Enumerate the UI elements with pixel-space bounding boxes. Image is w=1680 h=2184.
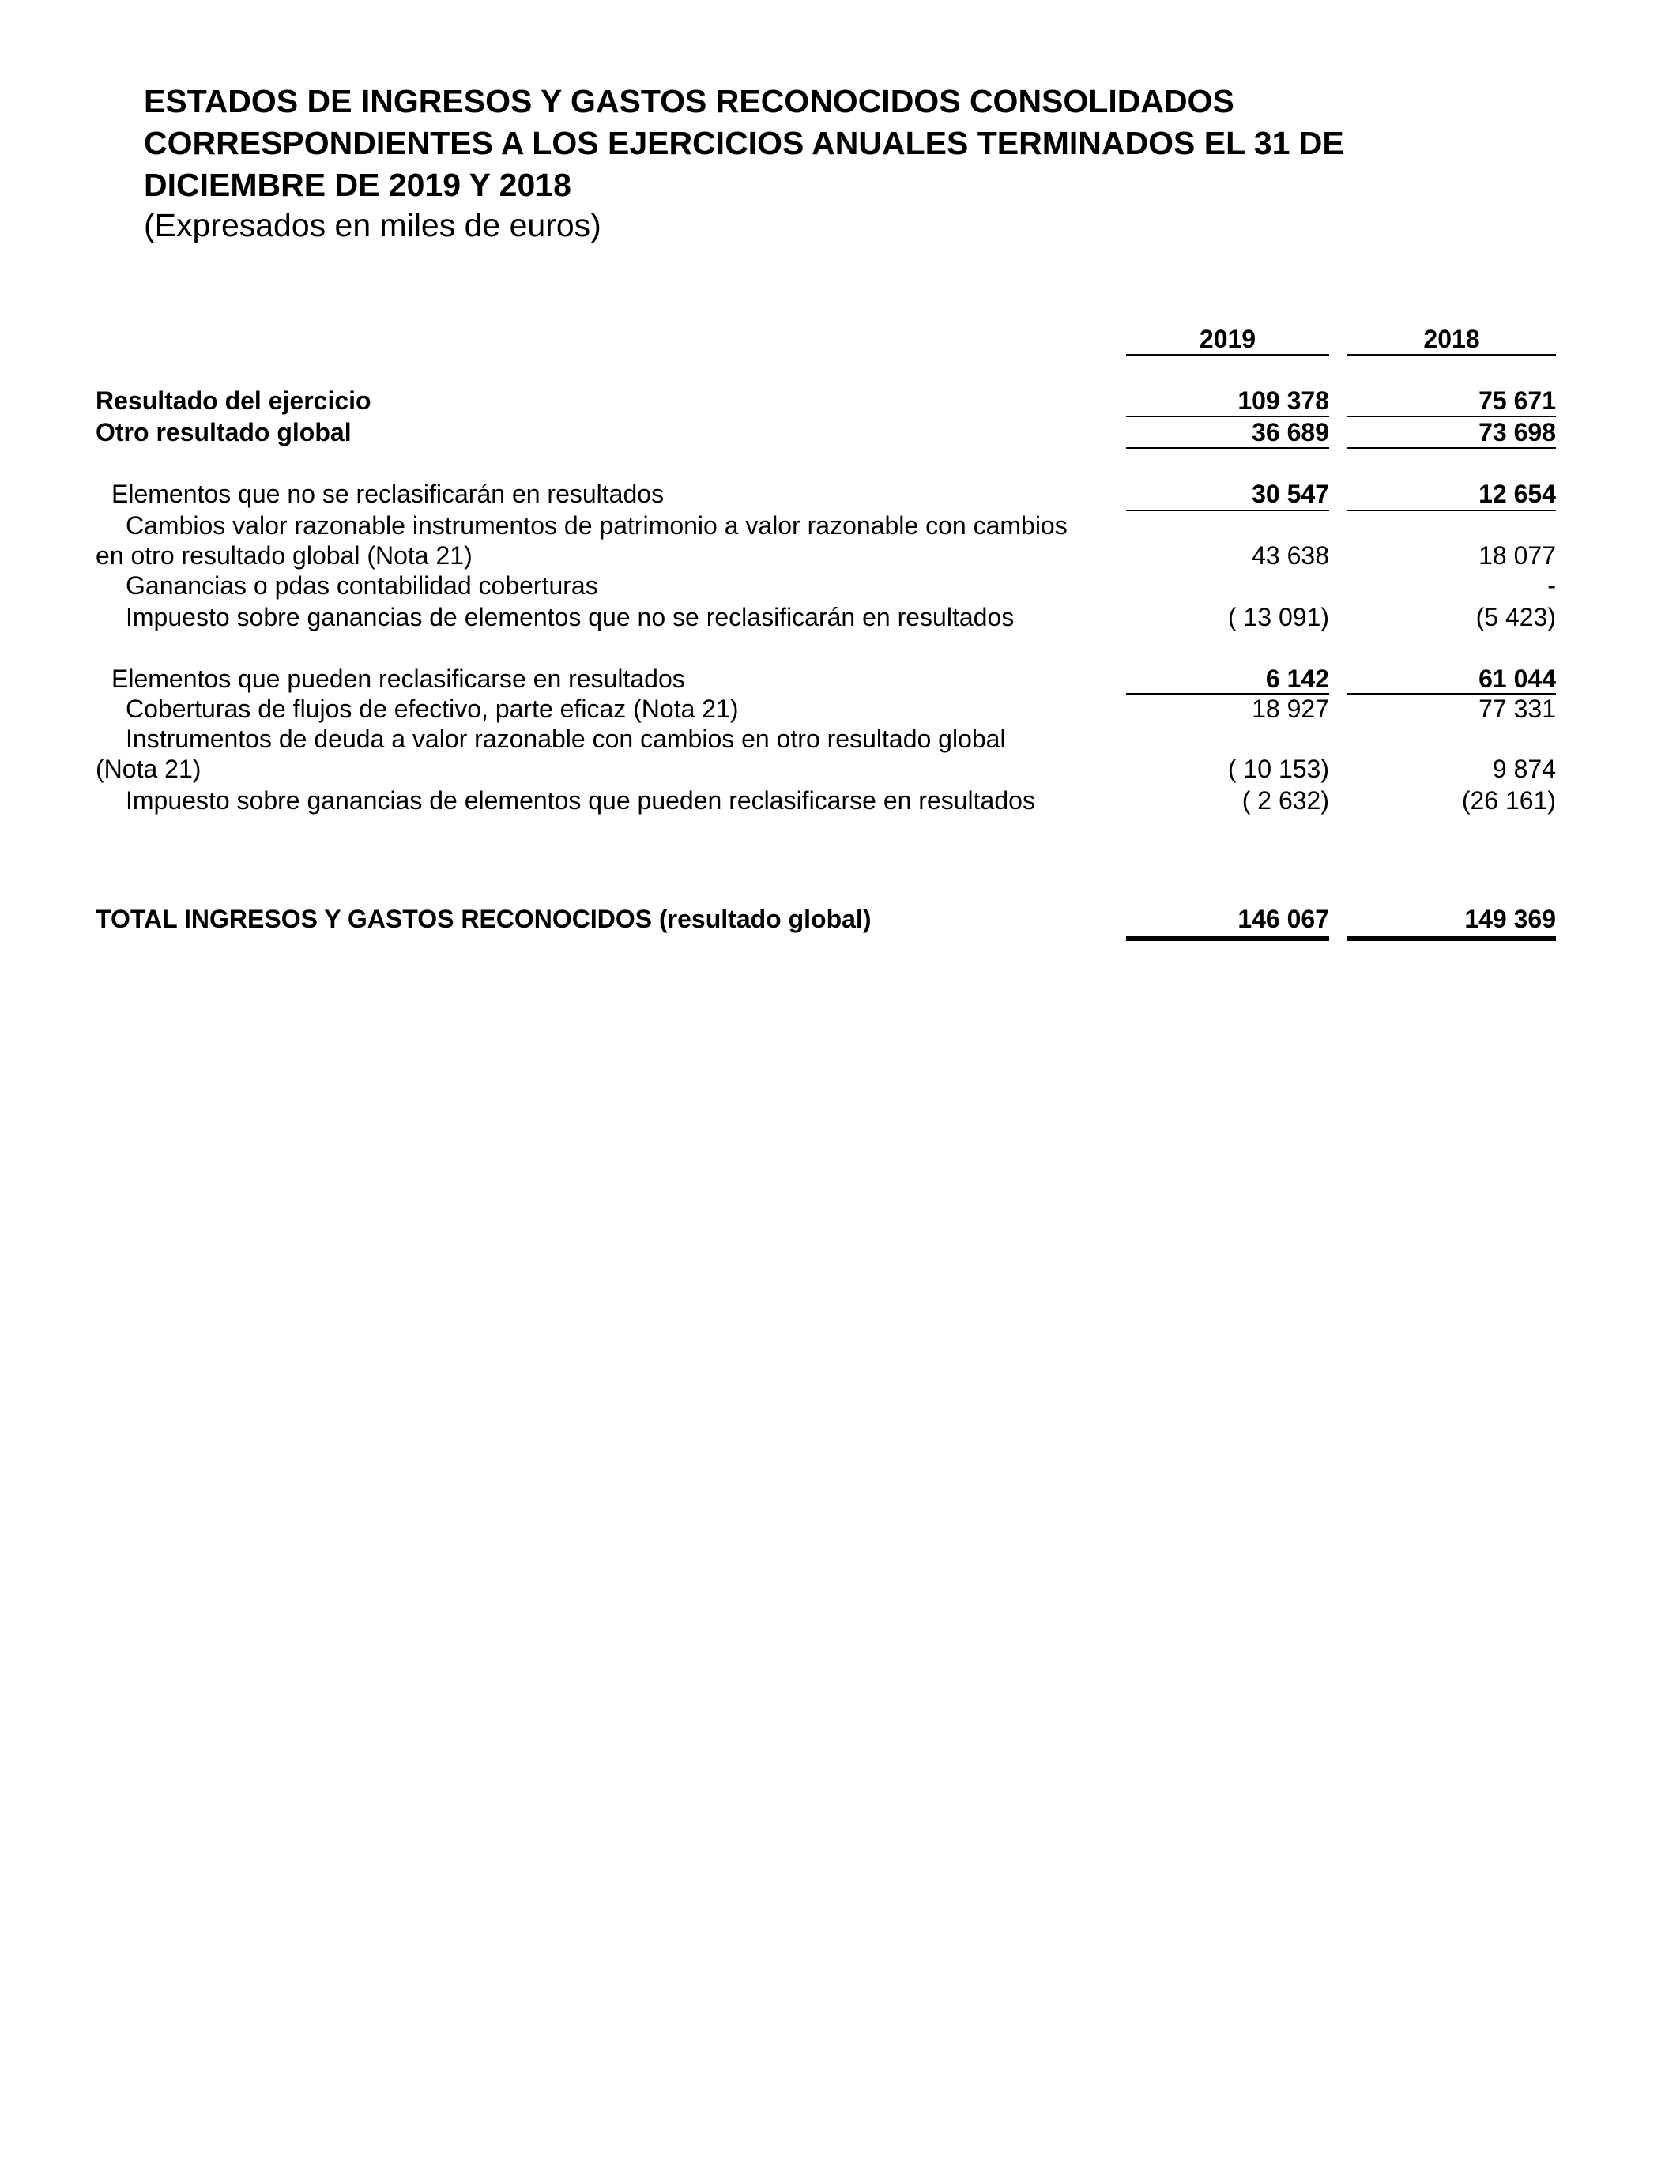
value-2018: (5 423) [1475,603,1556,631]
row-label: TOTAL INGRESOS Y GASTOS RECONOCIDOS (resultado global) [96,905,872,933]
table-row [96,785,1556,817]
document-title: ESTADOS DE INGRESOS Y GASTOS RECONOCIDOS CONSOLIDADOS CORRESPONDIENTES A LOS EJERCICIOS ANUALES TERMINADOS EL 31 DE DICIEMBRE DE 2019 Y 2018 [144,83,1344,203]
table-row-total [96,904,1556,936]
value-2019: 109 378 [1237,386,1329,415]
table-row [96,417,1556,449]
column-2019: 2019 [1199,325,1256,353]
table-row [96,694,1556,725]
table-row [96,510,1556,542]
value-2018: 77 331 [1478,695,1556,723]
value-2019: 6 142 [1265,665,1329,693]
row-label-line2: (Nota 21) [96,755,202,783]
row-label: Ganancias o pdas contabilidad coberturas [126,571,598,600]
document-subtitle: (Expresados en miles de euros) [144,207,601,243]
table-row [96,602,1556,634]
value-2019: 18 927 [1252,695,1329,723]
row-label-line1: Instrumentos de deuda a valor razonable con cambios en otro resultado global [126,725,1006,753]
row-label: Elementos que pueden reclasificarse en resultados [111,665,685,693]
row-label: Elementos que no se reclasificarán en resultados [111,480,665,508]
value-2018: 18 077 [1478,541,1556,570]
row-label: Impuesto sobre ganancias de elementos que pueden reclasificarse en resultados [126,786,1035,815]
column-header-row [96,324,1556,356]
double-rule [1126,936,1329,941]
value-2018: 75 671 [1478,386,1556,415]
row-label-line1: Cambios valor razonable instrumentos de patrimonio a valor razonable con cambios [126,511,1068,540]
table-row [96,724,1556,755]
value-2018: (26 161) [1461,786,1556,815]
value-2018: 73 698 [1478,418,1556,446]
row-label-line2: en otro resultado global (Nota 21) [96,541,473,570]
header-rule-2019 [1126,354,1329,356]
rule [1347,447,1556,449]
value-2018: 9 874 [1492,755,1556,783]
value-2019: 146 067 [1237,905,1329,933]
value-2019: ( 2 632) [1241,786,1329,815]
value-2018: 12 654 [1478,480,1556,508]
value-2018: - [1547,571,1556,600]
table-row [96,754,1556,785]
row-label: Coberturas de flujos de efectivo, parte eficaz (Nota 21) [126,695,739,723]
column-2018: 2018 [1423,325,1480,353]
value-2019: 43 638 [1252,541,1329,570]
row-label: Otro resultado global [96,418,352,446]
table-row [96,386,1556,417]
value-2019: ( 10 153) [1227,755,1329,783]
row-label: Resultado del ejercicio [96,386,371,415]
value-2018: 149 369 [1464,905,1556,933]
table-row [96,664,1556,695]
table-row [96,540,1556,572]
double-rule [1347,936,1556,941]
rule [1126,447,1329,449]
value-2019: 30 547 [1252,480,1329,508]
row-label: Impuesto sobre ganancias de elementos que no se reclasificarán en resultados [126,603,1015,631]
value-2019: ( 13 091) [1227,603,1329,631]
table-row [96,570,1556,602]
value-2018: 61 044 [1478,665,1556,693]
table-row [96,479,1556,510]
value-2019: 36 689 [1252,418,1329,446]
header-rule-2018 [1347,354,1556,356]
